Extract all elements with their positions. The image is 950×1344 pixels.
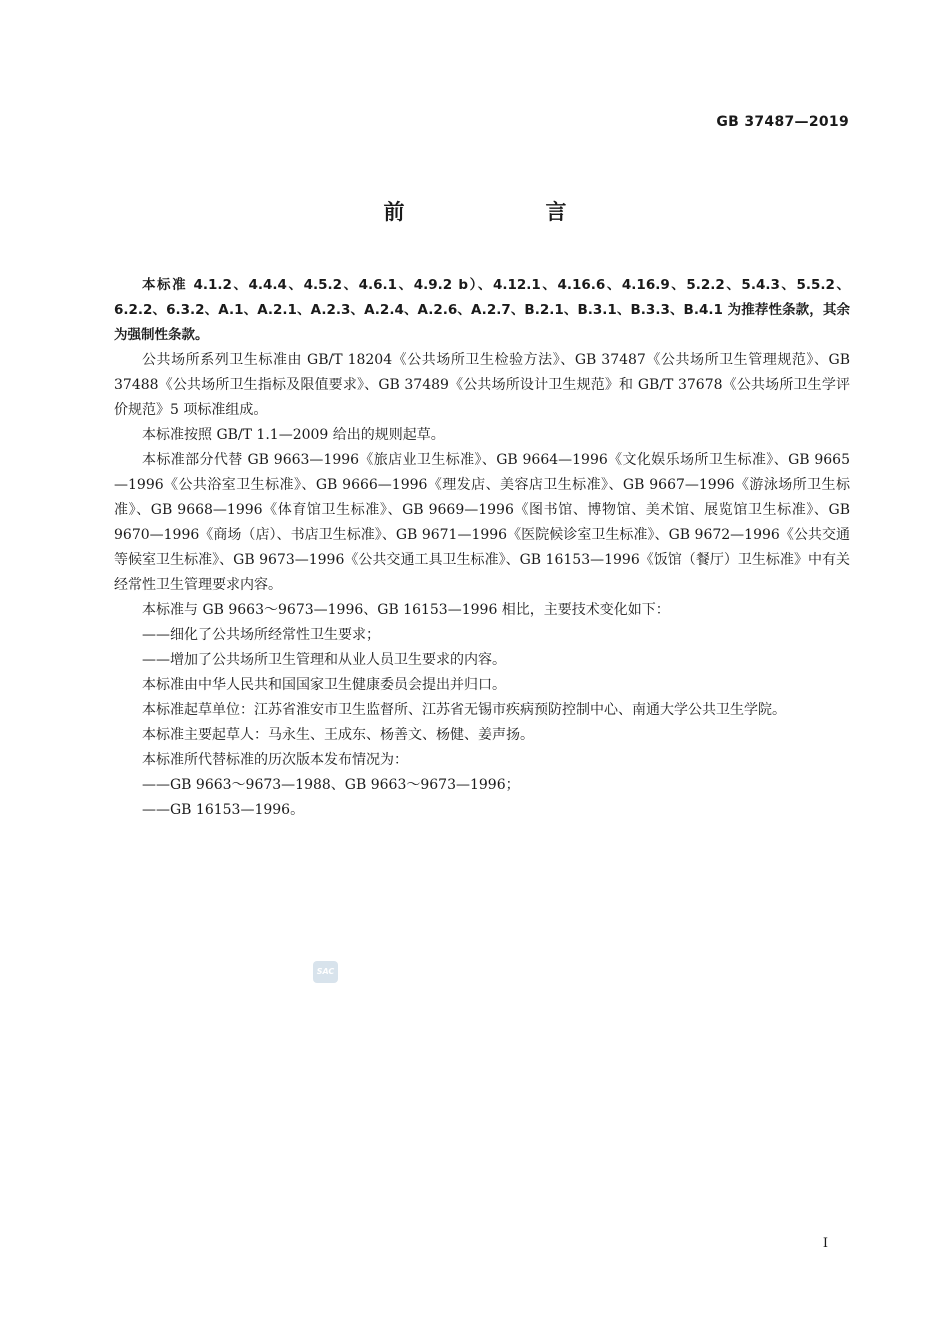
paragraph-drafters: 本标准主要起草人：马永生、王成东、杨善文、杨健、姜声扬。 [142, 727, 534, 743]
paragraph-replaces: 本标准部分代替 GB 9663—1996《旅店业卫生标准》、GB 9664—1996《文化娱乐场所卫生标准》、GB 9665—1996《公共浴室卫生标准》、GB 9666—1996《理发店、美容店卫生标准》、GB 9667—1996《游泳场所卫生标准》、GB 9668—1996《体育馆卫生标准》、GB 9669—1996《图书馆、博物馆、美术馆、展览馆卫生标准》、GB 9670—1996《商场（店）、书店卫生标准》、GB 9671—1996《医院候诊室卫生标准》、GB 9672—1996《公共交通等候室卫生标准》、GB 9673—1996《公共交通工具卫生标准》、GB 16153—1996《饭馆（餐厅）卫生标准》中有关经常性卫生管理要求内容。 [114, 452, 850, 593]
change-item: ——增加了公共场所卫生管理和从业人员卫生要求的内容。 [142, 652, 506, 668]
standard-code: GB 37487—2019 [716, 114, 849, 130]
paragraph-drafting-units: 本标准起草单位：江苏省淮安市卫生监督所、江苏省无锡市疾病预防控制中心、南通大学公共卫生学院。 [142, 702, 786, 718]
sac-watermark-logo: SAC [313, 961, 338, 983]
history-item: ——GB 16153—1996。 [142, 802, 305, 818]
paragraph-drafting-rules: 本标准按照 GB/T 1.1—2009 给出的规则起草。 [142, 427, 445, 443]
paragraph-series-standards: 公共场所系列卫生标准由 GB/T 18204《公共场所卫生检验方法》、GB 37487《公共场所卫生管理规范》、GB 37488《公共场所卫生指标及限值要求》、GB 37489《公共场所设计卫生规范》和 GB/T 37678《公共场所卫生学评价规范》5 项标准组成。 [114, 352, 850, 418]
recommended-clauses-text: 本标准 4.1.2、4.4.4、4.5.2、4.6.1、4.9.2 b）、4.12.1、4.16.6、4.16.9、5.2.2、5.4.3、5.5.2、6.2.2、6.3.2、A.1、A.2.1、A.2.3、A.2.4、A.2.6、A.2.7、B.2.1、B.3.1、B.3.3、B.4.1 为推荐性条款，其余为强制性条款。 [114, 277, 850, 343]
history-item: ——GB 9663～9673—1988、GB 9663～9673—1996； [142, 777, 520, 793]
paragraph-history: 本标准所代替标准的历次版本发布情况为： [142, 752, 408, 768]
foreword-body [114, 273, 850, 823]
paragraph-proposed-by: 本标准由中华人民共和国国家卫生健康委员会提出并归口。 [142, 677, 506, 693]
paragraph-changes: 本标准与 GB 9663～9673—1996、GB 16153—1996 相比，主要技术变化如下： [142, 602, 670, 618]
paragraph-recommended-clauses [114, 273, 850, 348]
page-title: 前 言 [383, 200, 627, 224]
page-number: I [822, 1236, 828, 1251]
change-item: ——细化了公共场所经常性卫生要求； [142, 627, 380, 643]
